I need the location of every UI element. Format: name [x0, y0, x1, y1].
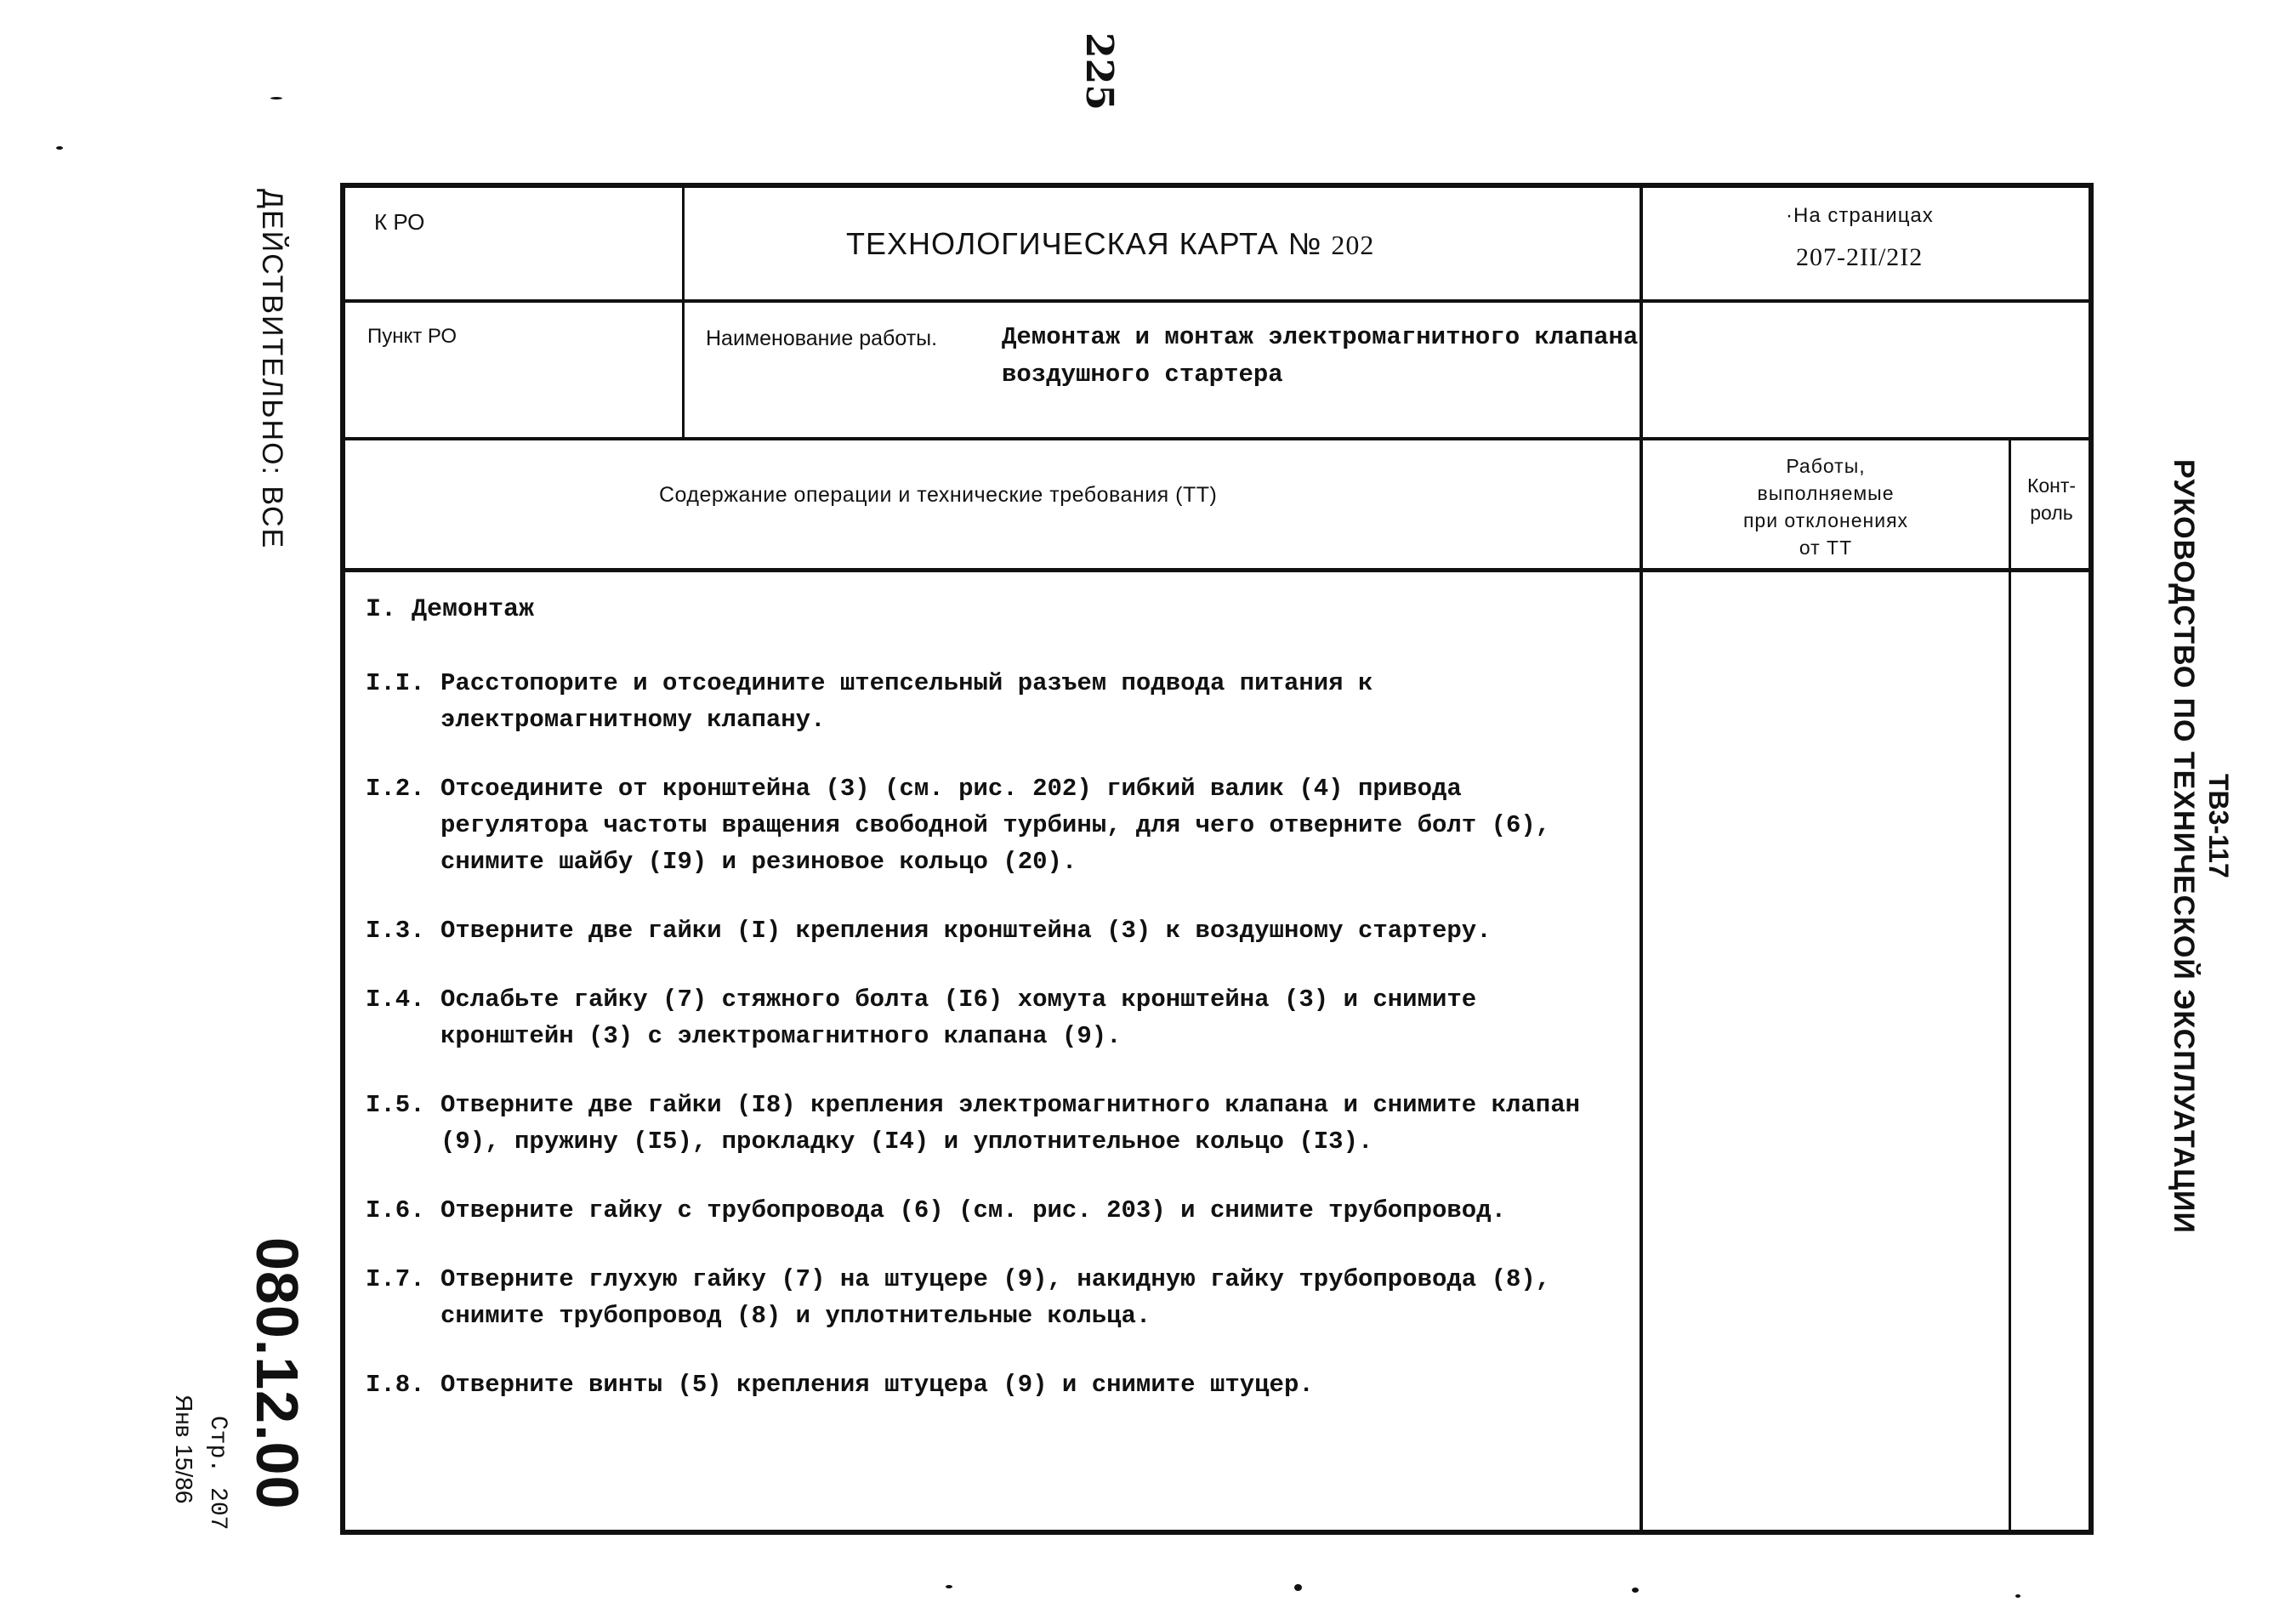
k-ro-label: К РО — [374, 209, 425, 235]
validity-note: ДЕЙСТВИТЕЛЬНО: ВСЕ — [256, 189, 288, 550]
col-divider-control — [2009, 437, 2011, 1533]
deviations-header-line: при отклонениях — [1742, 509, 1909, 531]
operation-text: Отверните две гайки (I8) крепления электромагнитного клапана и снимите клапан (9), пружину (I5), прокладку (I4) и уплотнительное кольцо (I3). — [440, 1091, 1581, 1156]
deviations-header-line: от ТТ — [1799, 537, 1853, 559]
operation-text: Расстопорите и отсоедините штепсельный разъем подвода питания к электромагнитному клапану. — [440, 669, 1373, 734]
deviations-header-line: Работы, — [1786, 455, 1866, 477]
operations-body — [366, 595, 1624, 1435]
control-column-header — [2011, 472, 2092, 526]
card-title — [846, 226, 1374, 262]
work-name — [1002, 319, 1638, 394]
scan-speck — [56, 146, 63, 150]
pages-label: ·На страницах — [1786, 204, 1934, 227]
card-number: 202 — [1331, 230, 1375, 260]
page-mark: 225 — [1077, 32, 1121, 111]
scan-speck — [1632, 1588, 1639, 1593]
work-name-line-2: воздушного стартера — [1002, 361, 1283, 389]
operation-item — [366, 770, 1624, 880]
operation-number: I.I. — [366, 669, 425, 697]
operation-number: I.4. — [366, 986, 425, 1014]
deviations-column-header — [1641, 452, 2010, 561]
document-code: 080.12.00 — [244, 1237, 310, 1510]
operation-number: I.6. — [366, 1196, 425, 1224]
work-name-line-1: Демонтаж и монтаж электромагнитного клапана — [1002, 323, 1639, 351]
operation-item — [366, 1087, 1624, 1160]
card-title-text: ТЕХНОЛОГИЧЕСКАЯ КАРТА № — [846, 226, 1322, 261]
control-header-line: роль — [2030, 502, 2073, 524]
operation-item — [366, 1192, 1624, 1229]
operation-item — [366, 1366, 1624, 1403]
row-divider-2 — [340, 437, 2094, 440]
operation-text: Отверните глухую гайку (7) на штуцере (9), накидную гайку трубопровода (8), снимите трубопровод (8) и уплотнительные кольца. — [440, 1265, 1551, 1330]
operation-text: Отсоедините от кронштейна (3) (см. рис. 202) гибкий валик (4) привода регулятора частоты вращения свободной турбины, для чего отверните болт (6), снимите шайбу (I9) и резиновое кольцо (20). — [440, 775, 1551, 876]
scan-speck — [1294, 1584, 1302, 1591]
operation-item — [366, 1261, 1624, 1334]
col-divider-mid — [1640, 183, 1643, 1533]
operation-text: Отверните две гайки (I) крепления кронштейна (3) к воздушному стартеру. — [440, 917, 1492, 945]
row-divider-3 — [340, 568, 2094, 572]
control-header-line: Конт- — [2026, 474, 2077, 497]
operation-item — [366, 665, 1624, 738]
operation-number: I.3. — [366, 917, 425, 945]
pages-value: 207-2II/2I2 — [1796, 243, 1924, 271]
punkt-ro-label: Пункт РО — [367, 325, 457, 348]
operation-item — [366, 981, 1624, 1054]
engine-model: ТВ3-117 — [2203, 774, 2234, 878]
col-divider-left — [682, 183, 685, 439]
deviations-header-line: выполняемые — [1757, 482, 1895, 504]
page-number: Стр. 207 — [204, 1416, 230, 1531]
operation-number: I.5. — [366, 1091, 425, 1119]
revision-date: Янв 15/86 — [171, 1395, 197, 1504]
manual-title: РУКОВОДСТВО ПО ТЕХНИЧЕСКОЙ ЭКСПЛУАТАЦИИ — [2168, 459, 2200, 1234]
work-name-label: Наименование работы. — [706, 327, 938, 350]
section-title: I. Демонтаж — [366, 595, 535, 624]
operation-text: Ослабьте гайку (7) стяжного болта (I6) хомута кронштейна (3) и снимите кронштейн (3) с электромагнитного клапана (9). — [440, 986, 1477, 1050]
row-divider-1 — [340, 299, 2094, 303]
operation-number: I.2. — [366, 775, 425, 803]
operation-item — [366, 912, 1624, 949]
scan-speck — [2015, 1594, 2020, 1598]
operation-number: I.7. — [366, 1265, 425, 1293]
scan-speck — [946, 1585, 952, 1588]
operation-number: I.8. — [366, 1371, 425, 1399]
operation-text: Отверните гайку с трубопровода (6) (см. рис. 203) и снимите трубопровод. — [440, 1196, 1507, 1224]
content-column-header: Содержание операции и технические требования (ТТ) — [659, 483, 1218, 507]
operation-text: Отверните винты (5) крепления штуцера (9) и снимите штуцер. — [440, 1371, 1314, 1399]
scan-speck — [270, 97, 282, 99]
